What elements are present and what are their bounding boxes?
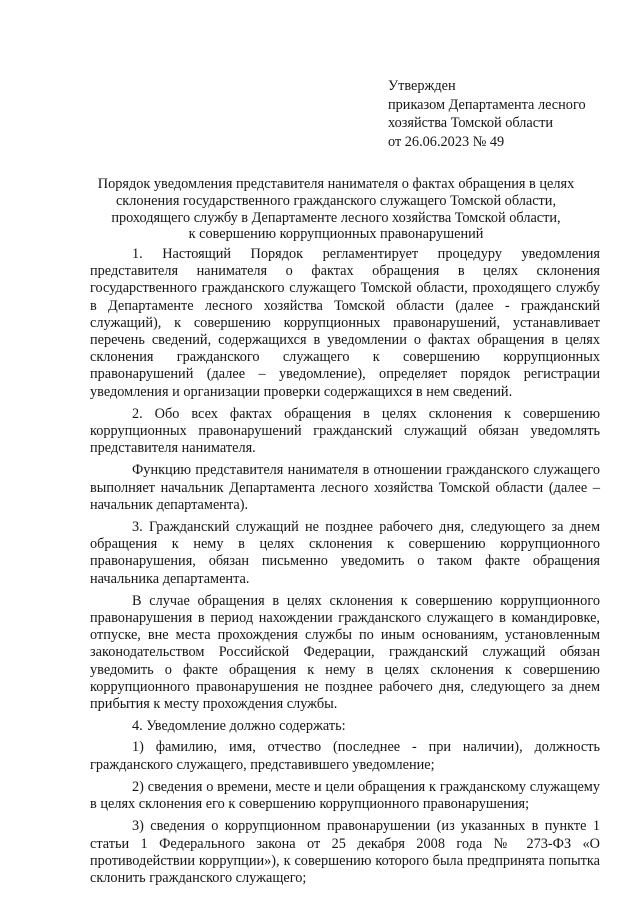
approval-line: приказом Департамента лесного: [388, 96, 586, 113]
approval-line: от 26.06.2023 № 49: [388, 133, 505, 150]
paragraph-3: 3. Гражданский служащий не позднее рабочего дня, следующего за днем обращения к нему в целях склонения к совершению коррупционного правонарушения, обязан письменно уведомить о таком факте обращения начальника департамента.: [90, 519, 600, 587]
paragraph-2-function: Функцию представителя нанимателя в отношении гражданского служащего выполняет начальник Департамента лесного хозяйства Томской области (далее – начальник департамента).: [90, 462, 600, 513]
title-line: проходящего службу в Департаменте лесного хозяйства Томской области,: [111, 209, 561, 226]
paragraph-3-case: В случае обращения в целях склонения к совершению коррупционного правонарушения в период нахождении гражданского служащего в командировке, отпуске, вне места прохождения службы по иным основаниям, установленным законодательством Российской Федерации, гражданский служащий обязан уведомить о факте обращения к нему в целях склонения к совершению коррупционного правонарушения не позднее рабочего дня, следующего за днем прибытия к месту прохождения службы.: [90, 592, 600, 713]
list-item-1: 1) фамилию, имя, отчество (последнее - при наличии), должность гражданского служащего, представившего уведомление;: [90, 739, 600, 773]
title-line: Порядок уведомления представителя нанимателя о фактах обращения в целях: [97, 176, 575, 192]
document-title: [90, 176, 582, 243]
title-line: к совершению коррупционных правонарушений: [188, 226, 484, 243]
list-item-3: 3) сведения о коррупционном правонарушении (из указанных в пункте 1 статьи 1 Федерального закона от 25 декабря 2008 года № 273-ФЗ «О противодействии коррупции»), к совершению которого была предпринята попытка склонить гражданского служащего;: [90, 818, 600, 886]
title-line: склонения государственного гражданского служащего Томской области,: [115, 192, 557, 209]
approval-line: хозяйства Томской области: [388, 115, 554, 131]
paragraph-4: 4. Уведомление должно содержать:: [132, 718, 346, 735]
list-item-2: 2) сведения о времени, месте и цели обращения к гражданскому служащему в целях склонения его к совершению коррупционного правонарушения;: [90, 778, 600, 813]
paragraph-2: 2. Обо всех фактах обращения в целях склонения к совершению коррупционных правонарушений гражданский служащий обязан уведомлять представителя нанимателя.: [90, 405, 600, 457]
paragraph-1: 1. Настоящий Порядок регламентирует процедуру уведомления представителя нанимателя о фактах обращения в целях склонения государственного гражданского служащего Томской области, проходящего службу в Департаменте лесного хозяйства Томской области (далее - гражданский служащий), к совершению коррупционных правонарушений, устанавливает перечень сведений, содержащихся в уведомлении о фактах обращения в целях склонения гражданского служащего к совершению коррупционных правонарушений (далее – уведомление), определяет порядок регистрации уведомления и организации проверки содержащихся в нем сведений.: [90, 246, 600, 400]
document-body: [90, 246, 600, 892]
approval-stamp: [388, 77, 628, 151]
approval-line: Утвержден: [388, 78, 456, 94]
